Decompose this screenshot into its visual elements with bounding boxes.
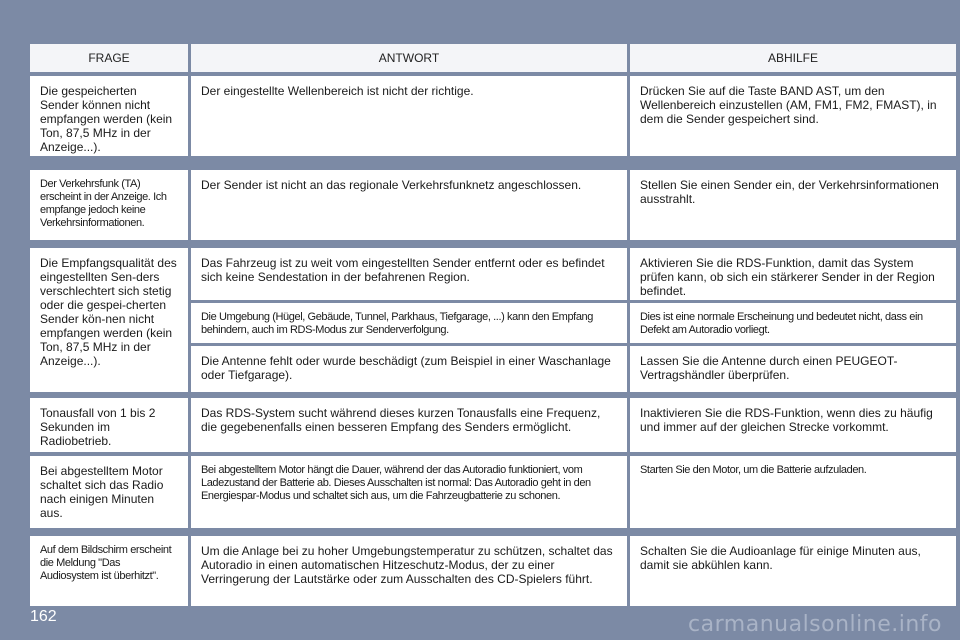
remedy-cell: Inaktivieren Sie die RDS-Funktion, wenn dies zu häufig und immer auf der gleichen Strecke vorkommt. xyxy=(630,398,956,452)
answer-cell: Das RDS-System sucht während dieses kurzen Tonausfalls eine Frequenz, die gegebenenfalls einen besseren Empfang des Senders ermöglicht. xyxy=(191,398,627,452)
answer-cell: Der Sender ist nicht an das regionale Verkehrsfunknetz angeschlossen. xyxy=(191,170,627,240)
remedy-cell: Aktivieren Sie die RDS-Funktion, damit das System prüfen kann, ob sich ein stärkerer Sender in der Region befindet. xyxy=(630,248,956,300)
remedy-cell: Starten Sie den Motor, um die Batterie aufzuladen. xyxy=(630,456,956,528)
header-antwort: ANTWORT xyxy=(191,44,627,72)
remedy-cell: Schalten Sie die Audioanlage für einige Minuten aus, damit sie abkühlen kann. xyxy=(630,536,956,606)
remedy-cell: Stellen Sie einen Sender ein, der Verkehrsinformationen ausstrahlt. xyxy=(630,170,956,240)
page-number: 162 xyxy=(30,608,57,625)
remedy-cell: Lassen Sie die Antenne durch einen PEUGEOT-Vertragshändler überprüfen. xyxy=(630,346,956,392)
answer-cell: Das Fahrzeug ist zu weit vom eingestellten Sender entfernt oder es befindet sich keine Sendestation in der befahrenen Region. xyxy=(191,248,627,300)
answer-cell: Die Antenne fehlt oder wurde beschädigt (zum Beispiel in einer Waschanlage oder Tiefgarage). xyxy=(191,346,627,392)
question-cell: Bei abgestelltem Motor schaltet sich das Radio nach einigen Minuten aus. xyxy=(30,456,188,528)
remedy-cell: Drücken Sie auf die Taste BAND AST, um den Wellenbereich einzustellen (AM, FM1, FM2, FMAST), in dem die Sender gespeichert sind. xyxy=(630,76,956,156)
header-frage: FRAGE xyxy=(30,44,188,72)
answer-cell: Bei abgestelltem Motor hängt die Dauer, während der das Autoradio funktioniert, vom Ladezustand der Batterie ab. Dieses Ausschalten ist normal: Das Autoradio geht in den Energiespar-Modus und schaltet sich aus, um die Fahrzeugbatterie zu schonen. xyxy=(191,456,627,528)
question-cell: Der Verkehrsfunk (TA) erscheint in der Anzeige. Ich empfange jedoch keine Verkehrsinformationen. xyxy=(30,170,188,240)
question-cell: Auf dem Bildschirm erscheint die Meldung "Das Audiosystem ist überhitzt". xyxy=(30,536,188,606)
header-abhilfe: ABHILFE xyxy=(630,44,956,72)
question-cell: Die Empfangsqualität des eingestellten Sen-ders verschlechtert sich stetig oder die gespei-cherten Sender kön-nen nicht empfangen werden (kein Ton, 87,5 MHz in der Anzeige...). xyxy=(30,248,188,392)
answer-cell: Die Umgebung (Hügel, Gebäude, Tunnel, Parkhaus, Tiefgarage, ...) kann den Empfang behindern, auch im RDS-Modus zur Senderverfolgung. xyxy=(191,303,627,343)
remedy-cell: Dies ist eine normale Erscheinung und bedeutet nicht, dass ein Defekt am Autoradio vorliegt. xyxy=(630,303,956,343)
answer-cell: Um die Anlage bei zu hoher Umgebungstemperatur zu schützen, schaltet das Autoradio in einen automatischen Hitzeschutz-Modus, der zu einer Verringerung der Lautstärke oder zum Ausschalten des CD-Spielers führt. xyxy=(191,536,627,606)
question-cell: Tonausfall von 1 bis 2 Sekunden im Radiobetrieb. xyxy=(30,398,188,452)
watermark: carmanualsonline.info xyxy=(688,612,942,637)
question-cell: Die gespeicherten Sender können nicht empfangen werden (kein Ton, 87,5 MHz in der Anzeige...). xyxy=(30,76,188,156)
answer-cell: Der eingestellte Wellenbereich ist nicht der richtige. xyxy=(191,76,627,156)
